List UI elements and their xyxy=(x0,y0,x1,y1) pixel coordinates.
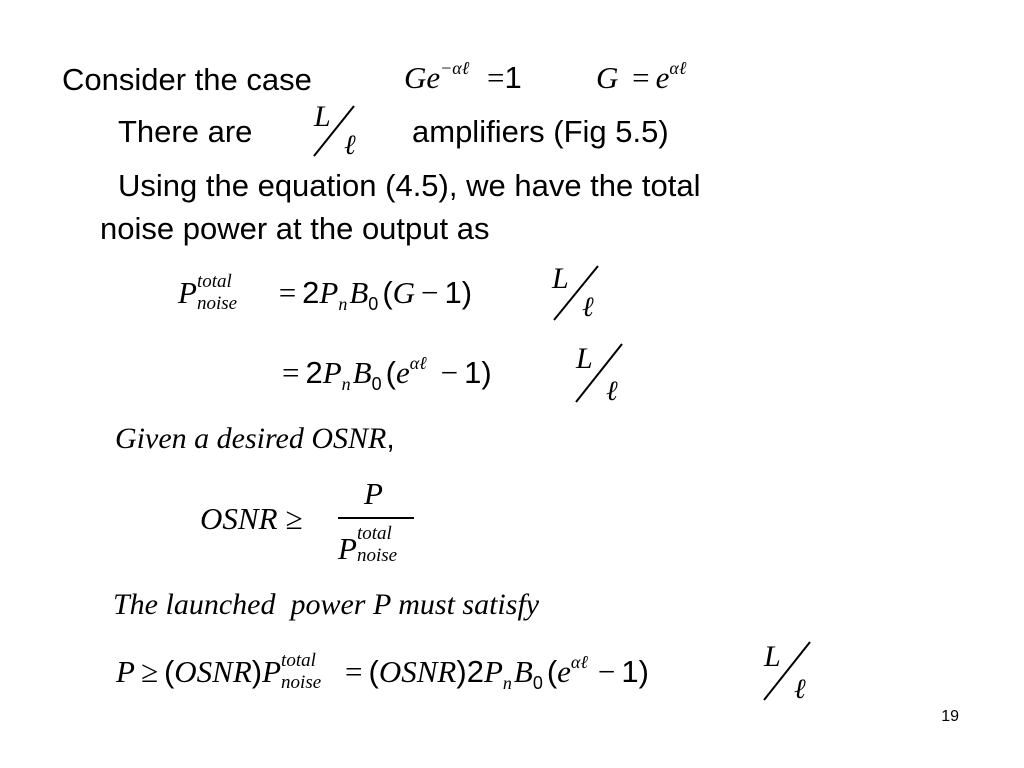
sym-lparen: ( xyxy=(382,275,393,311)
sub-sup-total-noise xyxy=(196,271,255,316)
sym-e: e xyxy=(655,60,670,95)
sym-one: 1 xyxy=(621,654,639,690)
page-number: 19 xyxy=(941,708,959,725)
fraction-L-over-ell xyxy=(756,640,820,705)
sym-e: e xyxy=(557,654,571,690)
sym-rparen: ) xyxy=(461,275,473,311)
frac-denominator xyxy=(338,523,415,572)
sym-rparen: ) xyxy=(638,654,649,690)
fraction-bar xyxy=(338,517,414,519)
eq-gain-def xyxy=(596,58,687,95)
sym-one: 1 xyxy=(504,60,522,95)
sym-two: 2 xyxy=(302,275,320,311)
sym-P: P xyxy=(483,654,503,690)
sym-e: e xyxy=(395,355,410,390)
sub-sup-total-noise xyxy=(281,650,339,695)
sym-lparen: ( xyxy=(368,654,379,690)
fraction-slash xyxy=(756,640,820,702)
sym-e: e xyxy=(426,60,441,95)
sym-L: L xyxy=(764,640,781,673)
sym-rparen: ) xyxy=(481,355,492,390)
sup-total: total xyxy=(196,271,232,292)
eq-gain-condition xyxy=(404,58,522,95)
eq-launched-power xyxy=(116,650,649,695)
sym-B: B xyxy=(349,275,369,311)
sub-noise: noise xyxy=(356,545,398,566)
sub-noise: noise xyxy=(196,293,238,314)
sym-P: P xyxy=(319,275,339,311)
sym-one: 1 xyxy=(444,275,462,311)
sym-eq: = xyxy=(278,275,297,311)
sym-ell: ℓ xyxy=(344,130,356,161)
fraction-L-over-ell xyxy=(544,262,608,322)
sym-eq: = xyxy=(487,60,505,95)
sym-one: 1 xyxy=(464,355,482,390)
sup-total: total xyxy=(281,650,316,671)
sym-two: 2 xyxy=(305,355,323,390)
sym-B: B xyxy=(513,654,533,690)
sub-noise: noise xyxy=(281,672,322,693)
sym-eq: = xyxy=(345,654,363,690)
sym-L: L xyxy=(552,262,569,295)
fraction-L-over-ell xyxy=(306,100,370,160)
sym-minus: − xyxy=(440,355,459,390)
sym-ell: ℓ xyxy=(606,376,618,407)
sym-lparen: ( xyxy=(546,654,558,690)
sym-P: P xyxy=(116,654,135,690)
sym-OSNR: OSNR xyxy=(200,501,278,536)
sym-OSNR: OSNR xyxy=(174,654,252,690)
there-are-text: There are xyxy=(118,114,253,149)
eq-noise-power-1 xyxy=(178,271,473,316)
sub-n: n xyxy=(502,673,512,694)
sym-geq: ≥ xyxy=(140,654,158,690)
sub-n: n xyxy=(341,374,351,394)
sym-P: P xyxy=(262,654,282,690)
fraction-L-over-ell xyxy=(568,342,632,407)
sym-P: P xyxy=(322,355,342,390)
sym-ell: ℓ xyxy=(794,674,806,705)
sym-lparen: ( xyxy=(385,355,396,390)
using-text-1: Using the equation (4.5), we have the total xyxy=(118,168,701,203)
sym-two: 2 xyxy=(466,654,484,690)
given-text xyxy=(115,424,395,454)
sym-B: B xyxy=(352,355,372,390)
sub-sup-total-noise xyxy=(356,523,415,568)
sub-zero: 0 xyxy=(371,374,382,394)
sym-P: P xyxy=(338,531,357,567)
given-comma: , xyxy=(386,422,395,455)
sym-geq: ≥ xyxy=(285,501,303,536)
eq-osnr-condition xyxy=(200,503,303,534)
exp-neg-alpha-ell: −αℓ xyxy=(440,58,470,78)
eq-noise-power-2 xyxy=(282,353,492,394)
given-label: Given a desired OSNR xyxy=(115,422,387,455)
sub-zero: 0 xyxy=(368,294,379,315)
exp-alpha-ell: αℓ xyxy=(570,652,588,673)
launched-text: The launched power P must satisfy xyxy=(113,588,540,621)
sub-n: n xyxy=(338,294,348,315)
fraction-slash xyxy=(306,100,370,160)
sub-zero: 0 xyxy=(532,673,543,694)
sym-eq: = xyxy=(632,60,650,95)
sym-lparen: ( xyxy=(163,654,175,690)
sym-minus: − xyxy=(421,275,439,311)
consider-text: Consider the case xyxy=(62,62,312,97)
frac-numerator-P: P xyxy=(364,476,383,511)
sym-minus: − xyxy=(597,654,616,690)
fraction-slash xyxy=(568,342,632,404)
sym-ell: ℓ xyxy=(582,292,594,323)
sym-rparen: ) xyxy=(456,654,467,690)
sym-rparen: ) xyxy=(251,654,263,690)
sym-G: G xyxy=(596,60,619,95)
sym-L: L xyxy=(314,100,331,133)
using-text-2: noise power at the output as xyxy=(100,211,490,246)
sym-G: G xyxy=(404,60,427,95)
fraction-slash xyxy=(544,262,608,322)
amplifiers-text: amplifiers (Fig 5.5) xyxy=(412,114,669,149)
exp-alpha-ell: αℓ xyxy=(669,58,687,78)
sym-G: G xyxy=(392,275,416,311)
sym-eq: = xyxy=(282,355,300,390)
sup-total: total xyxy=(356,523,392,544)
sym-L: L xyxy=(576,342,593,375)
sym-OSNR: OSNR xyxy=(378,654,457,690)
sym-P: P xyxy=(178,275,197,311)
exp-alpha-ell: αℓ xyxy=(409,353,427,373)
